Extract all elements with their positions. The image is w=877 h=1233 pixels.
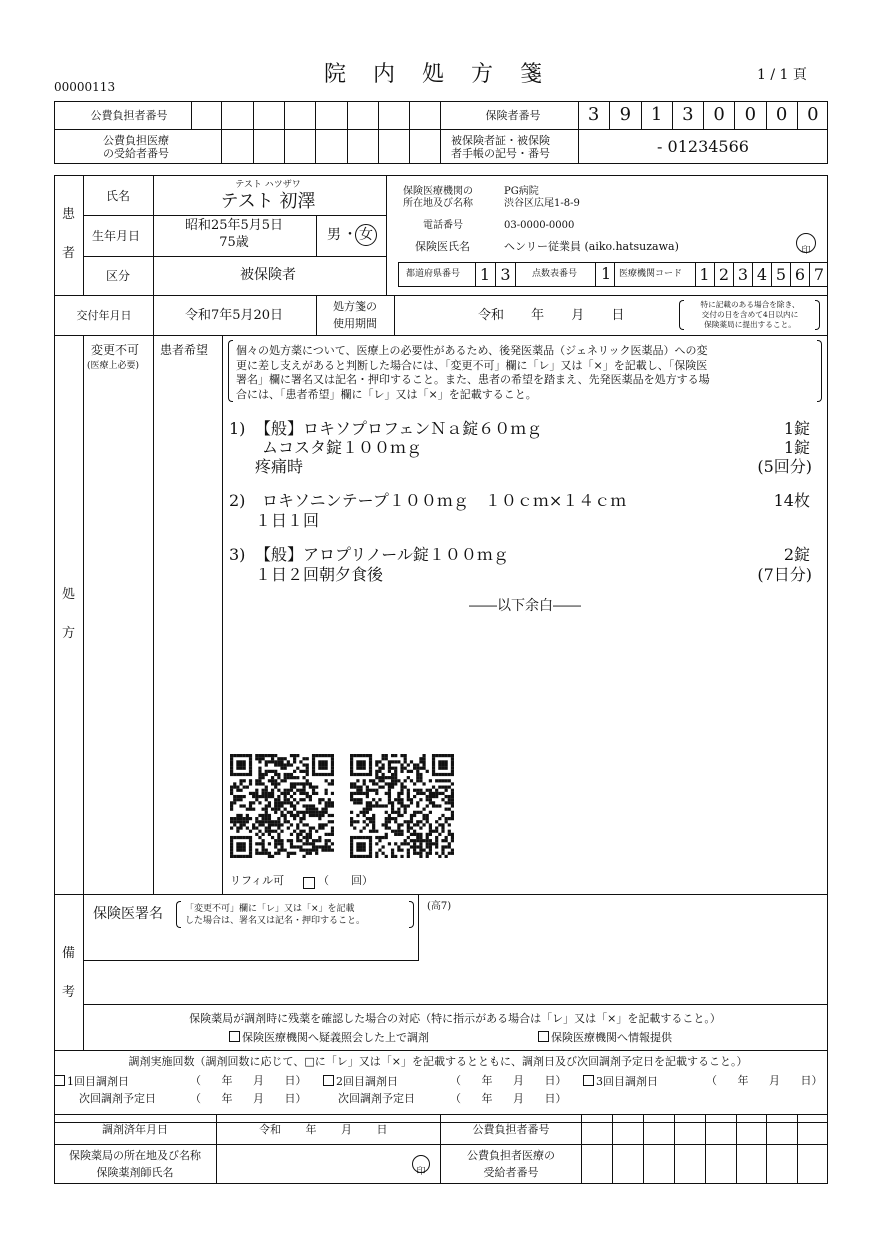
first-dispense-text: 1回目調剤日 <box>67 1075 129 1088</box>
no-change-sub: (医療上必要) <box>87 361 140 371</box>
grid-line <box>766 1114 767 1184</box>
score-label: 点数表番号 <box>532 269 578 279</box>
insurer-digits-digit: 0 <box>766 101 797 129</box>
insurer-digits-digit: 1 <box>641 101 672 129</box>
code-digits-digit: 1 <box>699 265 710 284</box>
institution-location-label: 保険医療機関の <box>403 186 473 197</box>
sex-female: 女 <box>359 227 373 243</box>
item-3-number: 3) <box>229 545 246 564</box>
signature-note-2: した場合は、署名又は記名・押印すること。 <box>185 916 366 926</box>
phone-number: 03-0000-0000 <box>504 220 575 231</box>
validity-note-3: 保険薬局に提出すること。 <box>704 320 796 330</box>
residual-option-2-text: 保険医療機関へ情報提供 <box>551 1031 672 1044</box>
item-1-number: 1) <box>229 419 246 438</box>
insurer-digits-digit: 9 <box>609 101 640 129</box>
next-dispense-2-date: （ 年 月 日） <box>450 1092 567 1105</box>
sex-male: 男 <box>327 227 341 243</box>
item-1-usage: 疼痛時 <box>255 457 304 476</box>
seal-text: 印 <box>801 246 811 256</box>
item-3-usage: １日２回朝夕食後 <box>255 565 384 584</box>
second-dispense-date: （ 年 月 日） <box>450 1074 567 1087</box>
sex-separator: ・ <box>343 227 357 243</box>
code-digits-digit: 4 <box>752 262 771 287</box>
institution-name: PG病院 <box>504 186 539 197</box>
item-1-drug: 【般】ロキソプロフェンＮａ錠６０ｍｇ <box>255 419 543 438</box>
patient-section-label-2: 者 <box>62 246 76 261</box>
insurer-digits-digit: 0 <box>797 101 828 129</box>
third-dispense-text: 3回目調剤日 <box>596 1075 658 1088</box>
item-2-number: 2) <box>229 491 246 510</box>
doctor-name: ヘンリー従業員 (aiko.hatsuzawa) <box>504 240 679 253</box>
qr-code-1 <box>230 754 334 858</box>
refill-count: （ 回） <box>318 874 373 887</box>
validity-note-2: 交付の日を含めて4日以内に <box>701 310 799 320</box>
remarks-section-label-2: 考 <box>62 985 76 1000</box>
refill-label: リフィル可 <box>230 874 285 887</box>
title-text: 院 内 処 方 箋 <box>324 62 552 87</box>
code-digits-digit: 7 <box>809 262 828 287</box>
code-label: 医療機関コード <box>619 269 683 279</box>
code-digits-digit: 2 <box>714 262 733 287</box>
remarks-code: (高7) <box>427 901 452 912</box>
prescription-section-label-2: 方 <box>62 626 76 641</box>
institution-address: 渋谷区広尾1-8-9 <box>504 198 580 209</box>
qr-code-2 <box>350 754 454 858</box>
grid-line <box>736 1114 737 1184</box>
item-2-drug: ロキソニンテープ１００ｍｇ １０ｃｍ×１４ｃｍ <box>262 491 627 510</box>
first-dispense[interactable] <box>54 1075 129 1087</box>
notice-line: 合には、「患者希望」欄に「レ」又は「×」を記載すること。 <box>236 387 537 401</box>
remarks-section-label: 備 <box>62 946 76 961</box>
validity-date: 令和 年 月 日 <box>478 308 625 323</box>
pref-digits-digit: 3 <box>495 262 515 287</box>
dispensed-date: 令和 年 月 日 <box>259 1123 388 1136</box>
dob-label: 生年月日 <box>92 229 141 243</box>
no-change-label: 変更不可 <box>91 343 140 357</box>
residual-option-2[interactable] <box>538 1031 672 1043</box>
grid-line <box>674 1114 675 1184</box>
second-dispense[interactable] <box>323 1075 398 1087</box>
prescription-page: 00000113 院 内 処 方 箋 1 / 1 頁 公費負担者番号 公費負担医療 の受給者番号 保険者番号 3 9 1 3 0 0 0 0 被保険者証・被保険 者手帳の記号・番号 - 01234566 患 者 氏名 テスト ハツザワ テスト 初澤 生年月日 昭和25年5月5日 75歳 男 ・ 女 区分 被保険者 保険医療機関の 所在地及び名称 PG病院 渋谷区広尾1-8-9 電話番号 03-0000-0000 保険医氏名 ヘンリー従業員 (aiko.hatsuzawa) $_印$ 都道府県番号 1 3 点数表番号 1 医療機関コード 1 2 3 4 5 6 7 交付年月日 令和7年5月20日 処方箋の 使用期間 令和 年 月 日 特に記載のある場合を除き、 交付の日を含めて4日以内に 保険薬局に提出すること。 処 方 変更不可 (医療上必要) 患者希望 個々の処方薬について、医療上の必要性があるため、後発医薬品（ジェネリック医薬品）への変 更に差し支えがあると判断した場合には、「変更不可」欄に「レ」又は「×」を記載し、「保険医 署名」欄に署名又は記名・押印すること。また、患者の希望を踏まえ、先発医薬品を処方する場 合には、「患者希望」欄に「レ」又は「×」を記載すること。 1) 【般】ロキソプロフェンＮａ錠６０ｍｇ 1錠 ムコスタ錠１００ｍｇ 1錠 疼痛時 (5回分) 2) ロキソニンテープ１００ｍｇ １０ｃｍ×１４ｃｍ 14枚 １日１回 3) 【般】アロプリノール錠１００ｍｇ 2錠 １日２回朝夕食後 (7日分) ――以下余白―― リフィル可 （ 回） 備 考 保険医署名 「変更不可」欄に「レ」又は「×」を記載 した場合は、署名又は記名・押印すること。 (高7) 保険薬局が調剤時に残薬を確認した場合の対応（特に指示がある場合は「レ」又は「×」を記載すること。） 保険医療機関へ疑義照会した上で調剤 保険医療機関へ情報提供 調剤実施回数（調剤回数に応じて、□に「レ」又は「×」を記載するとともに、調剤日及び次回調剤予定日を記載すること。） 1回目調剤日 （ 年 月 日） 2回目調剤日 （ 年 月 日） 3回目調剤日 （ 年 月 日） 次回調剤予定日 （ 年 月 日） 次回調剤予定日 （ 年 月 日） 調剤済年月日 令和 年 月 日 公費負担者番号 保険薬局の所在地及び名称 保険薬剤師氏名 印 公費負担者医療の 受給者番号 <box>0 0 877 1233</box>
signature-note-1: 「変更不可」欄に「レ」又は「×」を記載 <box>185 904 355 914</box>
institution-location-label-2: 所在地及び名称 <box>403 198 473 209</box>
category-label: 区分 <box>106 269 131 283</box>
third-dispense[interactable] <box>583 1075 658 1087</box>
second-dispense-text: 2回目調剤日 <box>336 1075 398 1088</box>
phone-label: 電話番号 <box>423 220 463 231</box>
patient-wish-label: 患者希望 <box>160 343 209 357</box>
pharmacist-seal-text: 印 <box>416 1167 426 1177</box>
first-dispense-date: （ 年 月 日） <box>190 1074 307 1087</box>
page-counter: 1 / 1 頁 <box>757 67 807 83</box>
doctor-seal <box>796 233 816 256</box>
code-digits-digit: 3 <box>733 262 752 287</box>
doctor-signature-label: 保険医署名 <box>93 906 163 922</box>
document-number: 00000113 <box>54 80 116 94</box>
pharmacist-seal <box>412 1155 430 1177</box>
code-digits-digit: 6 <box>790 262 809 287</box>
validity-note-1: 特に記載のある場合を除き、 <box>700 300 800 310</box>
next-dispense-1-date: （ 年 月 日） <box>190 1092 307 1105</box>
grid-line <box>797 1114 798 1184</box>
next-dispense-1: 次回調剤予定日 <box>79 1092 156 1105</box>
patient-section-label: 患 <box>62 207 76 222</box>
grid-line <box>643 1114 644 1184</box>
item-3-drug: 【般】アロプリノール錠１００ｍｇ <box>255 545 509 564</box>
grid-line <box>612 1114 613 1184</box>
insurer-digits-digit: 0 <box>703 101 734 129</box>
score-digit: 1 <box>601 264 612 283</box>
item-2-usage: １日１回 <box>255 511 320 530</box>
notice-line: 署名」欄に署名又は記名・押印すること。また、患者の希望を踏まえ、先発医薬品を処方する場 <box>236 373 710 386</box>
grid-line <box>705 1114 706 1184</box>
third-dispense-date: （ 年 月 日） <box>706 1074 823 1087</box>
insurer-digits-digit: 3 <box>587 104 600 125</box>
next-dispense-2: 次回調剤予定日 <box>338 1092 415 1105</box>
insured-card-label-2: 者手帳の記号・番号 <box>451 147 550 160</box>
doctor-label: 保険医氏名 <box>415 240 470 253</box>
insured-card-label: 被保険者証・被保険 <box>451 134 550 147</box>
pref-label: 都道府県番号 <box>406 269 461 279</box>
residual-option-1[interactable] <box>229 1031 429 1043</box>
item-1-drug-2: ムコスタ錠１００ｍｇ <box>262 438 423 457</box>
insurer-digits-digit: 0 <box>734 101 765 129</box>
name-label: 氏名 <box>106 189 131 203</box>
residual-option-1-text: 保険医療機関へ疑義照会した上で調剤 <box>242 1031 429 1044</box>
notice-line: 更に差し支えがあると判断した場合には、「変更不可」欄に「レ」又は「×」を記載し、「保険医 <box>236 358 708 372</box>
code-digits-digit: 5 <box>771 262 790 287</box>
prescription-section-label: 処 <box>62 587 76 602</box>
pref-digits-digit: 1 <box>479 265 491 284</box>
insurer-digits-digit: 3 <box>672 101 703 129</box>
notice-line: 個々の処方薬について、医療上の必要性があるため、後発医薬品（ジェネリック医薬品）への変 <box>236 344 708 357</box>
refill-checkbox[interactable] <box>303 875 317 891</box>
